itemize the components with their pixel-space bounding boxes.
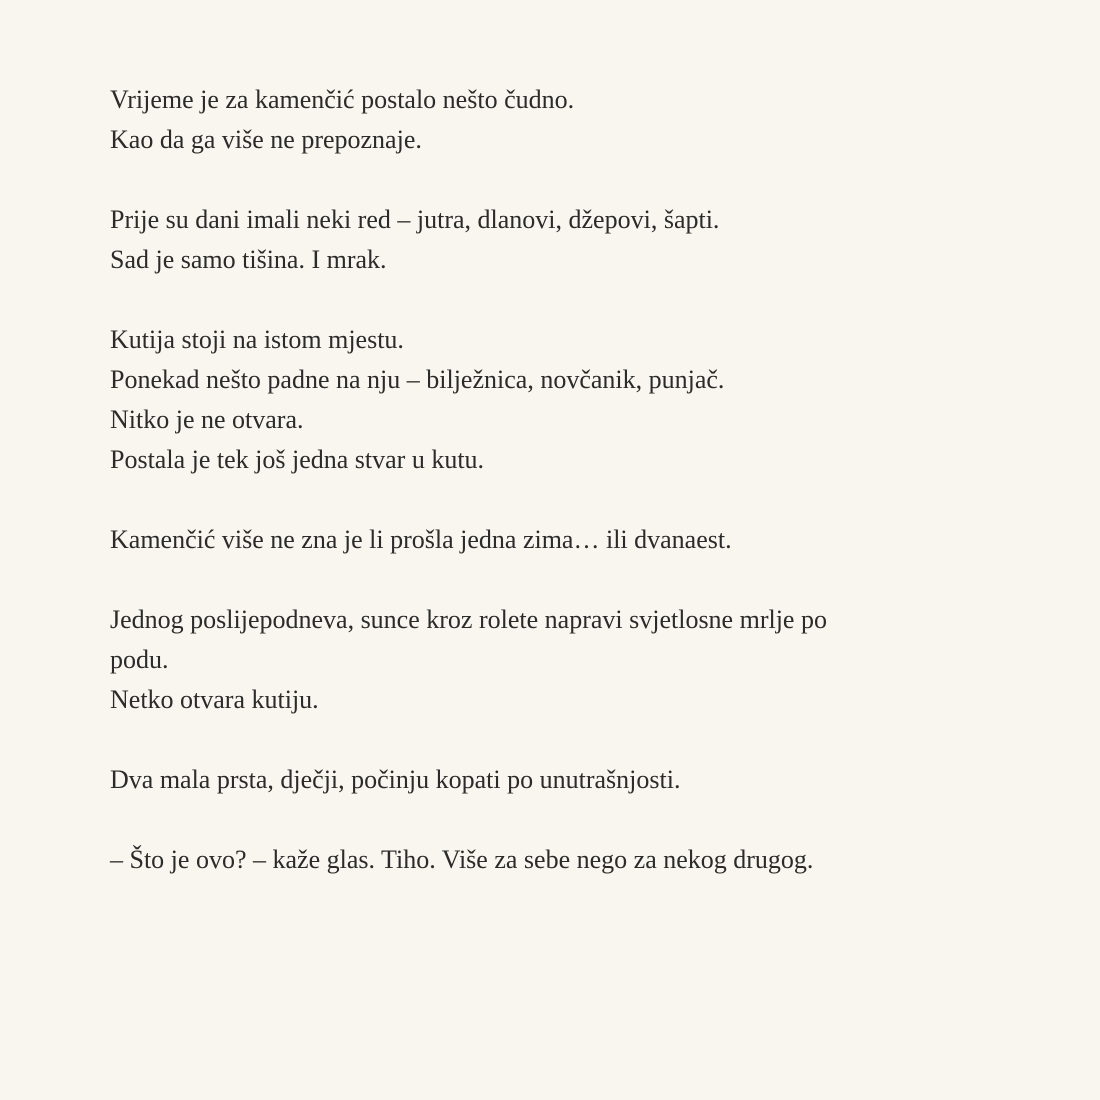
text-line: Postala je tek još jedna stvar u kutu. bbox=[110, 445, 485, 474]
paragraph bbox=[110, 520, 990, 560]
paragraph bbox=[110, 840, 990, 880]
text-line: Sad je samo tišina. I mrak. bbox=[110, 245, 387, 274]
text-line: Nitko je ne otvara. bbox=[110, 405, 304, 434]
text-line: – Što je ovo? – kaže glas. Tiho. Više za sebe nego za nekog drugog. bbox=[110, 845, 814, 874]
paragraph bbox=[110, 760, 990, 800]
text-line: Netko otvara kutiju. bbox=[110, 685, 319, 714]
paragraph bbox=[110, 320, 990, 480]
paragraph bbox=[110, 600, 990, 720]
text-line: Prije su dani imali neki red – jutra, dlanovi, džepovi, šapti. bbox=[110, 205, 720, 234]
story-text bbox=[110, 80, 990, 880]
text-line: Jednog poslijepodneva, sunce kroz rolete napravi svjetlosne mrlje po bbox=[110, 605, 827, 634]
text-line: podu. bbox=[110, 645, 169, 674]
paragraph bbox=[110, 80, 990, 160]
text-line: Kutija stoji na istom mjestu. bbox=[110, 325, 404, 354]
text-line: Kamenčić više ne zna je li prošla jedna zima… ili dvanaest. bbox=[110, 525, 732, 554]
text-line: Kao da ga više ne prepoznaje. bbox=[110, 125, 422, 154]
text-line: Dva mala prsta, dječji, počinju kopati po unutrašnjosti. bbox=[110, 765, 681, 794]
text-line: Ponekad nešto padne na nju – bilježnica, novčanik, punjač. bbox=[110, 365, 725, 394]
text-line: Vrijeme je za kamenčić postalo nešto čudno. bbox=[110, 85, 575, 114]
paragraph bbox=[110, 200, 990, 280]
